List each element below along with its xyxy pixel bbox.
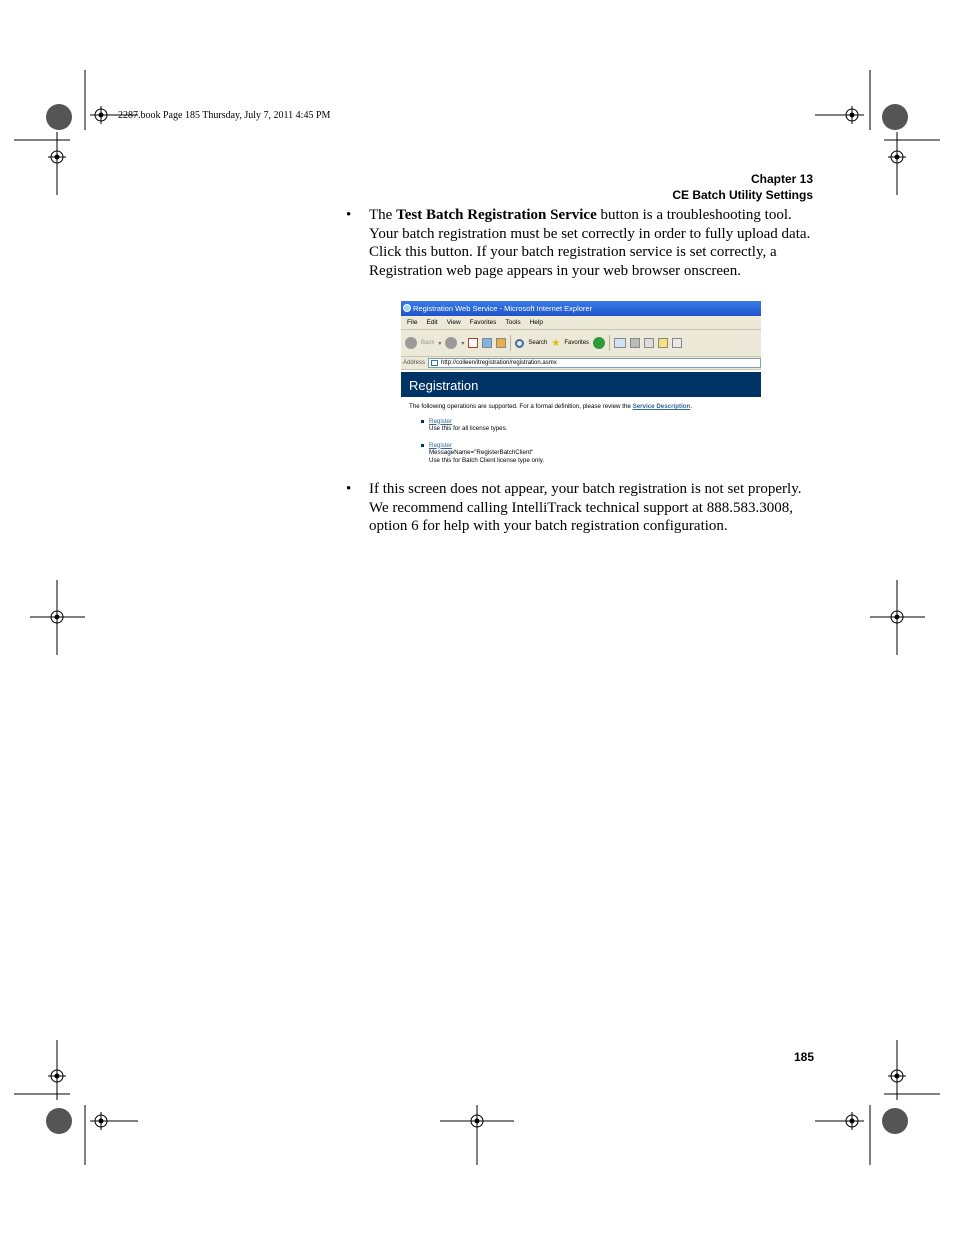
browser-toolbar <box>401 330 761 357</box>
browser-screenshot <box>401 301 761 469</box>
page-number: 185 <box>793 1050 814 1064</box>
registration-banner: Registration <box>401 372 761 397</box>
ie-logo-icon <box>403 304 411 312</box>
bullet-marker: • <box>346 207 352 223</box>
chapter-title: CE Batch Utility Settings <box>672 188 813 202</box>
chevron-down-icon[interactable]: ▾ <box>438 340 442 347</box>
menu-file[interactable]: File <box>407 319 418 326</box>
search-icon[interactable] <box>515 339 524 348</box>
history-icon[interactable] <box>593 337 605 349</box>
address-label: Address <box>403 360 426 366</box>
operation-description: Use this for Batch Client license type only. <box>429 456 545 464</box>
forward-arrow-icon[interactable] <box>445 337 457 349</box>
back-label[interactable]: Back <box>421 340 435 346</box>
menu-view[interactable]: View <box>446 319 461 326</box>
register-batch-link[interactable]: Register <box>429 441 453 449</box>
back-arrow-icon[interactable] <box>405 337 417 349</box>
research-icon[interactable] <box>672 338 682 348</box>
toolbar-divider <box>609 335 610 351</box>
home-icon[interactable] <box>496 338 506 348</box>
favorites-label[interactable]: Favorites <box>564 340 590 346</box>
mail-icon[interactable] <box>614 338 626 348</box>
chapter-label: Chapter 13 <box>750 172 813 186</box>
operation-message-name: MessageName="RegisterBatchClient" <box>429 449 534 456</box>
register-link[interactable]: Register <box>429 417 453 425</box>
toolbar-divider <box>510 335 511 351</box>
chevron-down-icon[interactable]: ▾ <box>461 340 465 347</box>
service-description-link[interactable]: Service Description <box>632 403 691 410</box>
bullet-icon <box>421 420 424 423</box>
refresh-icon[interactable] <box>482 338 492 348</box>
operation-description: Use this for all license types. <box>429 425 508 432</box>
menu-tools[interactable]: Tools <box>505 319 521 326</box>
address-url: http://colleen/itregistration/registration.asmx <box>441 360 557 366</box>
menu-edit[interactable]: Edit <box>426 319 438 326</box>
address-bar <box>401 357 761 370</box>
discuss-icon[interactable] <box>658 338 668 348</box>
operations-list <box>421 418 761 465</box>
intro-end: . <box>690 403 693 410</box>
running-head <box>672 171 813 203</box>
operations-intro <box>409 403 761 411</box>
paragraph-1-rest: button is a troubleshooting tool. Your batch registration must be set correctly in order to fully upload data. Click this button. If your batch registration service is set correctly, a Registration web page appears in your web browser onscreen. <box>369 207 811 279</box>
menu-help[interactable]: Help <box>529 319 543 326</box>
browser-title: Registration Web Service - Microsoft Internet Explorer <box>413 304 593 313</box>
bullet-marker: • <box>346 481 352 497</box>
button-name: Test Batch Registration Service <box>396 207 597 223</box>
menu-favorites[interactable]: Favorites <box>469 319 497 326</box>
search-label[interactable]: Search <box>528 340 548 346</box>
paragraph-2: If this screen does not appear, your batch registration is not set properly. We recommend calling IntelliTrack technical support at 888.583.3008, option 6 for help with your batch registration configuration. <box>369 481 802 534</box>
favorites-star-icon[interactable]: ★ <box>551 337 561 349</box>
operation-item <box>421 442 761 465</box>
operation-item <box>421 418 761 433</box>
browser-titlebar <box>401 301 761 316</box>
stop-icon[interactable] <box>468 338 478 348</box>
address-input[interactable] <box>428 358 761 368</box>
browser-content <box>401 397 761 464</box>
book-slug: 2287.book Page 185 Thursday, July 7, 2011 4:45 PM <box>118 110 331 121</box>
bullet-icon <box>421 444 424 447</box>
browser-menubar <box>401 316 761 330</box>
intro-text: The following operations are supported. For a formal definition, please review the <box>409 403 631 410</box>
page-icon <box>431 360 438 366</box>
paragraph-1-start: The <box>369 207 397 223</box>
edit-icon[interactable] <box>644 338 654 348</box>
paragraph-1 <box>369 206 817 280</box>
print-icon[interactable] <box>630 338 640 348</box>
